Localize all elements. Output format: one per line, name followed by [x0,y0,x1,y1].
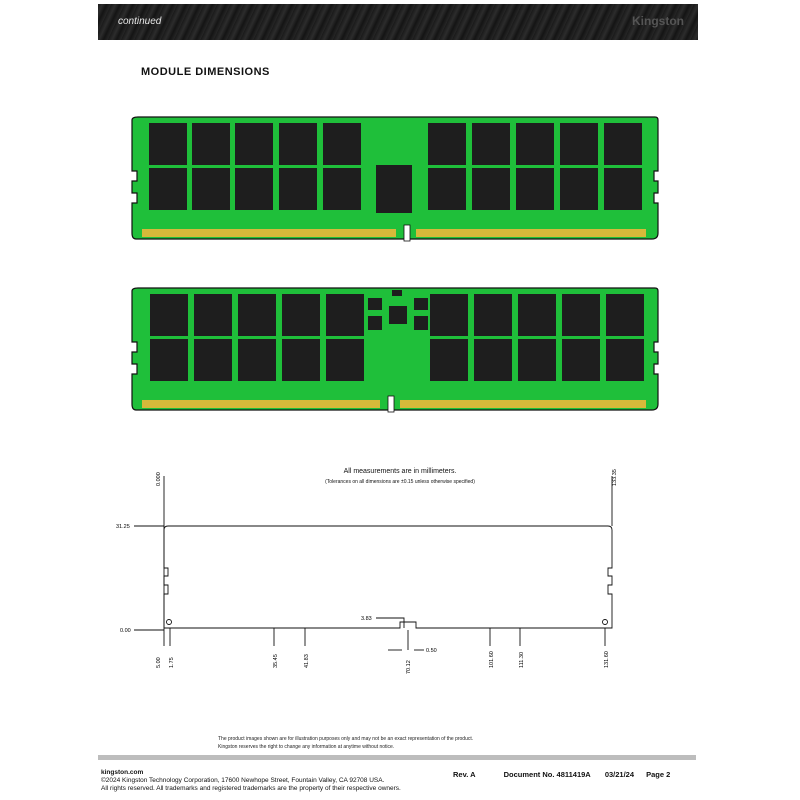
dim-label-top-right: 133.35 [612,469,618,486]
dim-label-bottom-4: 41.83 [304,654,310,668]
dim-label-bottom-8: 131.60 [604,651,610,668]
dim-label-height: 31.25 [116,524,130,530]
dim-label-bottom-3: 35.45 [273,654,279,668]
footer-rev: Rev. A [453,770,476,779]
section-title: MODULE DIMENSIONS [141,66,270,78]
dim-label-baseline: 0.00 [120,628,131,634]
footer-copyright: ©2024 Kingston Technology Corporation, 17600 Newhope Street, Fountain Valley, CA 92708 USA. [101,777,385,784]
continued-label: continued [118,16,162,27]
brand-logo: Kingston [632,14,684,28]
dim-label-bottom-5: 70.12 [406,660,412,674]
dim-label-notch: 3.83 [361,616,372,622]
dim-label-notch-gap: 0.50 [426,648,437,654]
footer-rights: All rights reserved. All trademarks and registered trademarks are the property of their respective owners. [101,785,401,792]
disclaimer-line-2: Kingston reserves the right to change any information at anytime without notice. [218,744,395,750]
disclaimer-line-1: The product images shown are for illustration purposes only and may not be an exact representation of the product. [218,736,474,742]
footer-page-number: Page 2 [646,770,671,779]
disclaimer [218,735,473,751]
dim-label-bottom-1: 5.00 [156,657,162,668]
footer-document-number: Document No. 4811419A [503,770,591,779]
dim-label-bottom-6: 101.60 [489,651,495,668]
dim-label-top-left: 0.000 [156,472,162,486]
footer-divider [98,755,696,760]
measurement-note: All measurements are in millimeters. [343,468,457,475]
tolerance-note: (Tolerances on all dimensions are ±0.15 unless otherwise specified) [325,479,475,485]
footer-info [101,769,401,793]
footer-date: 03/21/24 [604,770,635,779]
dim-label-bottom-7: 111.30 [519,651,525,668]
footer-document-info [453,770,670,779]
dim-label-bottom-2: 1.75 [169,657,175,668]
footer-website[interactable]: kingston.com [101,769,144,776]
